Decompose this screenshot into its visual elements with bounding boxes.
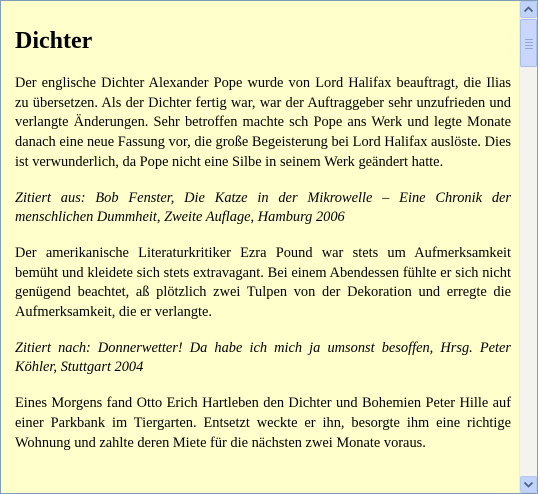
citation-fenster: Zitiert aus: Bob Fenster, Die Katze in der Mikrowelle – Eine Chronik der menschlichen Dummheit, Zweite Auflage, Hamburg 2006 (15, 189, 511, 226)
grip-line (525, 45, 533, 46)
paragraph-pope: Der englische Dichter Alexander Pope wurde von Lord Halifax beauftragt, die Ilias zu übersetzen. Als der Dichter fertig war, war der Auftraggeber sehr unzufrieden und verlangte Änderungen. Sehr betroffen machte sch Pope ans Werk und legte Monate danach eine neue Fassung vor, die große Begeisterung bei Lord Halifax auslöste. Dies ist verwunderlich, da Pope nicht eine Silbe in seinem Werk geändert hatte. (15, 75, 511, 170)
grip-line (525, 42, 533, 43)
arrow-up-icon (524, 6, 533, 13)
document-content (1, 1, 518, 493)
grip-line (525, 39, 533, 40)
arrow-down-icon (524, 481, 533, 488)
vertical-scrollbar[interactable] (519, 1, 537, 493)
scroll-down-button[interactable] (520, 476, 537, 493)
paragraph-pound: Der amerikanische Literaturkritiker Ezra Pound war stets um Aufmerksamkeit bemüht und kleidete sich stets extravagant. Bei einem Abendessen fühlte er sich nicht genügend beachtet, aß plötzlich zwei Tulpen von der Dekoration und erregte die Aufmerksamkeit, die er verlangte. (15, 244, 511, 321)
paragraph-hille: Eines Morgens fand Otto Erich Hartleben den Dichter und Bohemien Peter Hille auf einer Parkbank im Tiergarten. Entsetzt weckte er ihn, besorgte ihm eine richtige Wohnung und zahlte deren Miete für die nächsten zwei Monate voraus. (15, 395, 511, 451)
grip-line (525, 48, 533, 49)
page-title: Dichter (15, 28, 93, 54)
scroll-thumb[interactable] (520, 19, 537, 67)
scroll-up-button[interactable] (520, 1, 537, 18)
citation-koehler: Zitiert nach: Donnerwetter! Da habe ich mich ja umsonst besoffen, Hrsg. Peter Köhler, Stuttgart 2004 (15, 339, 511, 376)
